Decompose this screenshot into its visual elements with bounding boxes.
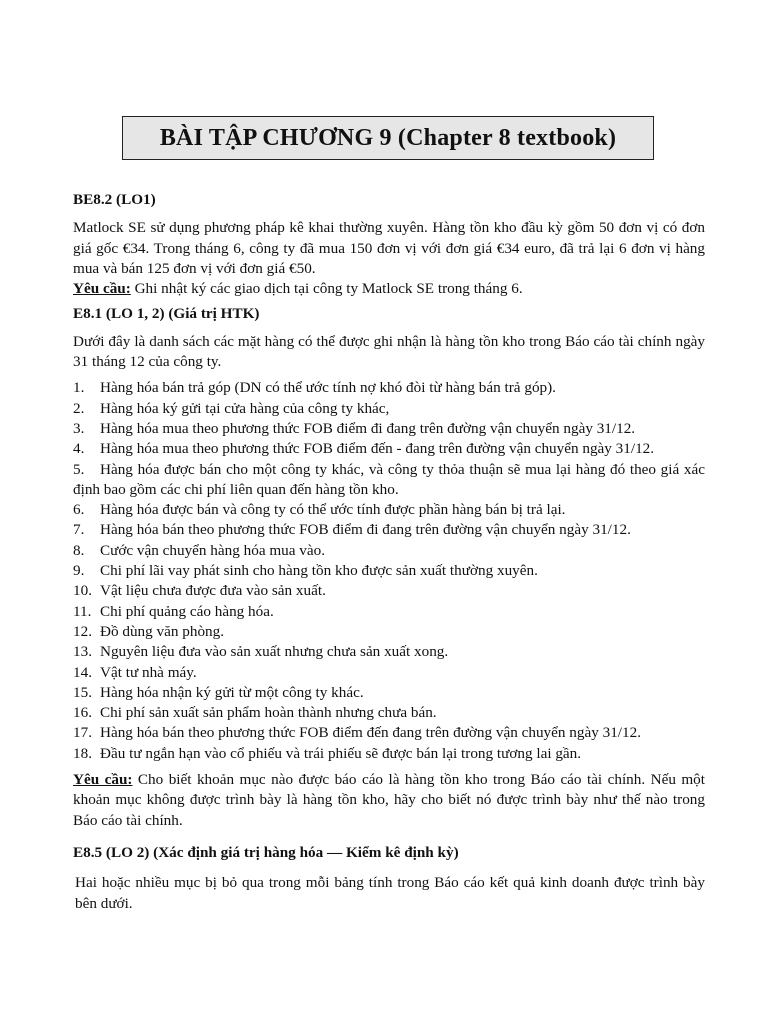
requirement-be82 [73, 279, 705, 299]
list-item [73, 642, 705, 662]
list-item [73, 723, 705, 743]
list-item-number: 7. [73, 521, 85, 539]
list-item-text: Đồ dùng văn phòng. [100, 622, 225, 640]
list-item-text: Hàng hóa mua theo phương thức FOB điểm đi đang trên đường vận chuyển ngày 31/12. [100, 419, 636, 437]
requirement-e81 [73, 770, 705, 831]
list-item [73, 602, 705, 622]
list-item-number: 9. [73, 562, 85, 580]
list-item-number: 4. [73, 440, 85, 458]
list-item [73, 399, 705, 419]
list-item [73, 500, 705, 520]
list-item [73, 520, 705, 540]
list-item-number: 3. [73, 419, 85, 437]
list-item-number: 17. [73, 724, 92, 742]
exercise-heading-e85: E8.5 (LO 2) (Xác định giá trị hàng hóa — Kiểm kê định kỳ) [73, 843, 459, 861]
list-item-number: 13. [73, 643, 92, 661]
requirement-label: Yêu cầu: [73, 771, 133, 789]
list-item-text: Hàng hóa bán trả góp (DN có thể ước tính nợ khó đòi từ hàng bán trả góp). [100, 379, 556, 397]
list-item-text: Vật tư nhà máy. [100, 663, 197, 681]
list-item-number: 10. [73, 582, 92, 600]
list-item [73, 744, 705, 764]
list-item [73, 439, 705, 459]
requirement-label: Yêu cầu: [73, 280, 131, 298]
exercise-body-be82: Matlock SE sử dụng phương pháp kê khai thường xuyên. Hàng tồn kho đầu kỳ gồm 50 đơn vị có đơn giá gốc €34. Trong tháng 6, công ty đã mua 150 đơn vị với đơn giá €34 euro, đã trả lại 6 đơn vị hàng mua và bán 125 đơn vị với đơn giá €50. [73, 219, 705, 277]
exercise-heading-be82: BE8.2 (LO1) [73, 191, 156, 208]
chapter-title: BÀI TẬP CHƯƠNG 9 (Chapter 8 textbook) [159, 124, 617, 151]
list-item-number: 1. [73, 379, 85, 397]
list-item-text: Chi phí lãi vay phát sinh cho hàng tồn kho được sản xuất thường xuyên. [100, 562, 538, 580]
list-item-number: 15. [73, 683, 92, 701]
list-item-text: Đầu tư ngắn hạn vào cổ phiếu và trái phiếu sẽ được bán lại trong tương lai gần. [100, 744, 582, 762]
list-item [73, 460, 705, 501]
list-item-number: 5. [73, 460, 85, 478]
list-item-number: 8. [73, 541, 85, 559]
inventory-item-list [73, 378, 705, 764]
list-item [73, 581, 705, 601]
list-item-text: Hàng hóa bán theo phương thức FOB điểm đến đang trên đường vận chuyển ngày 31/12. [100, 724, 641, 742]
list-item-text: Hàng hóa nhận ký gửi từ một công ty khác. [100, 683, 364, 701]
list-item-number: 12. [73, 622, 92, 640]
requirement-text: Cho biết khoản mục nào được báo cáo là hàng tồn kho trong Báo cáo tài chính. Nếu một khoản mục không được trình bày là hàng tồn kho, hãy cho biết nó được trình bày như thế nào trong Báo cáo tài chính. [73, 771, 705, 829]
list-item [73, 683, 705, 703]
requirement-text: Ghi nhật ký các giao dịch tại công ty Matlock SE trong tháng 6. [130, 280, 523, 298]
list-item-text: Hàng hóa được bán cho một công ty khác, và công ty thỏa thuận sẽ mua lại hàng đó theo giá xác định bao gồm các chi phí liên quan đến hàng tồn kho. [73, 460, 705, 498]
list-item [73, 541, 705, 561]
document-content [73, 190, 705, 914]
chapter-title-box [122, 116, 654, 160]
list-item-text: Nguyên liệu đưa vào sản xuất nhưng chưa sản xuất xong. [100, 643, 449, 661]
list-item-number: 2. [73, 399, 85, 417]
list-item [73, 561, 705, 581]
list-item [73, 703, 705, 723]
list-item-text: Vật liệu chưa được đưa vào sản xuất. [100, 582, 326, 600]
exercise-heading-e81: E8.1 (LO 1, 2) (Giá trị HTK) [73, 305, 260, 323]
list-item-number: 18. [73, 744, 92, 762]
list-item-text: Cước vận chuyển hàng hóa mua vào. [100, 541, 326, 559]
list-item-text: Hàng hóa ký gửi tại cửa hàng của công ty khác, [100, 399, 390, 417]
exercise-intro-e81: Dưới đây là danh sách các mặt hàng có thể được ghi nhận là hàng tồn kho trong Báo cáo tài chính ngày 31 tháng 12 của công ty. [73, 332, 705, 371]
list-item-number: 11. [73, 602, 92, 620]
list-item-text: Hàng hóa được bán và công ty có thể ước tính được phần hàng bán bị trả lại. [100, 501, 566, 519]
list-item-text: Chi phí sản xuất sản phẩm hoàn thành nhưng chưa bán. [100, 704, 437, 722]
list-item-number: 16. [73, 704, 92, 722]
list-item [73, 378, 705, 398]
list-item [73, 419, 705, 439]
list-item [73, 663, 705, 683]
list-item-text: Hàng hóa bán theo phương thức FOB điểm đi đang trên đường vận chuyển ngày 31/12. [100, 521, 631, 539]
list-item-number: 14. [73, 663, 92, 681]
list-item [73, 622, 705, 642]
list-item-text: Hàng hóa mua theo phương thức FOB điểm đến - đang trên đường vận chuyển ngày 31/12. [100, 440, 655, 458]
list-item-number: 6. [73, 501, 85, 519]
exercise-body-e85: Hai hoặc nhiều mục bị bỏ qua trong mỗi bảng tính trong Báo cáo kết quả kinh doanh được trình bày bên dưới. [75, 874, 705, 912]
list-item-text: Chi phí quảng cáo hàng hóa. [100, 602, 274, 620]
